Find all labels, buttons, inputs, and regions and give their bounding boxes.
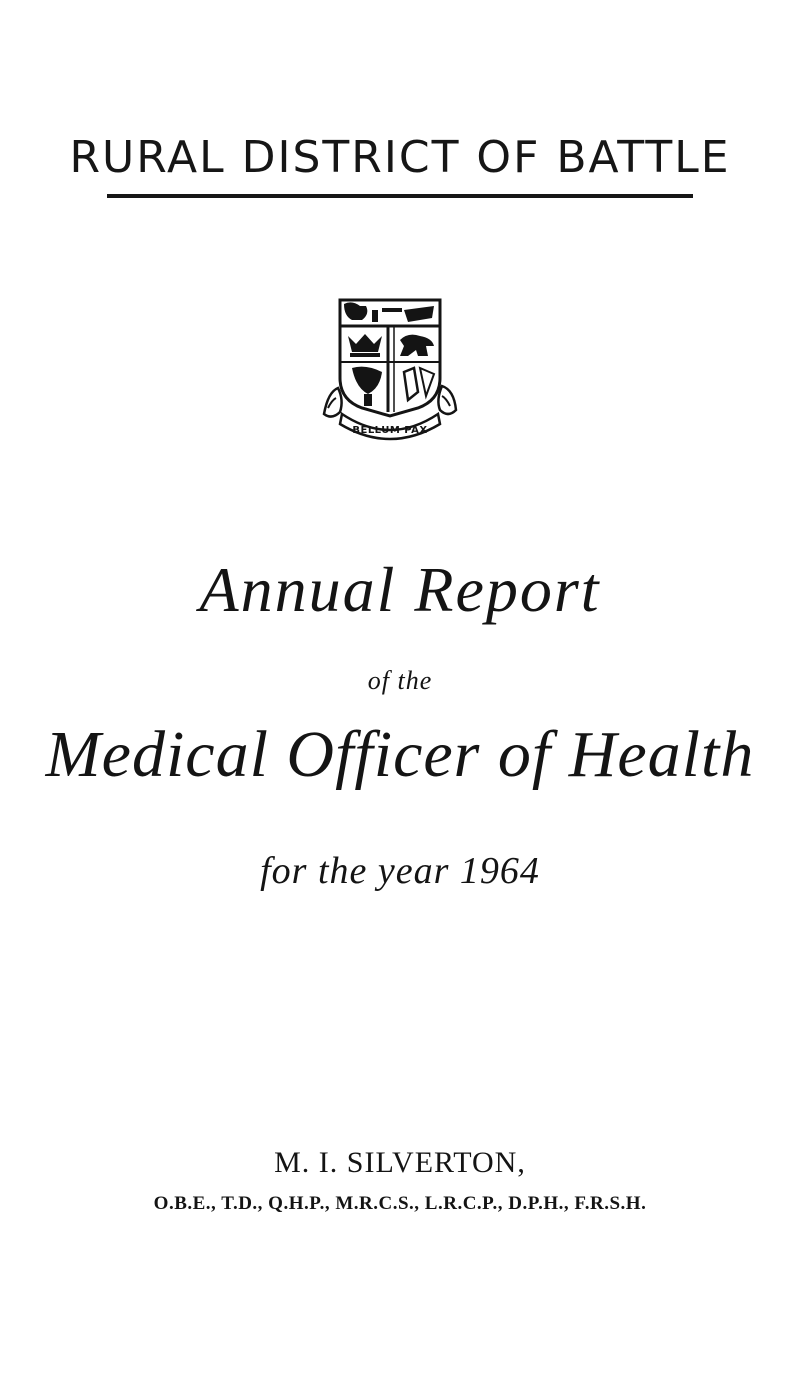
report-year-line: for the year 1964 [260,850,540,892]
title-underline-rule [107,194,693,198]
report-subject: Medical Officer of Health [45,718,755,791]
author-qualifications: O.B.E., T.D., Q.H.P., M.R.C.S., L.R.C.P., D.P.H., F.R.S.H. [153,1193,647,1214]
author-name: M. I. SILVERTON, [274,1146,526,1179]
report-of-the: of the [367,666,433,695]
coat-of-arms-icon [322,296,458,442]
crest-motto: BELLUM PAX [352,425,428,436]
district-title: RURAL DISTRICT OF BATTLE [69,132,731,183]
report-title: Annual Report [199,554,601,625]
